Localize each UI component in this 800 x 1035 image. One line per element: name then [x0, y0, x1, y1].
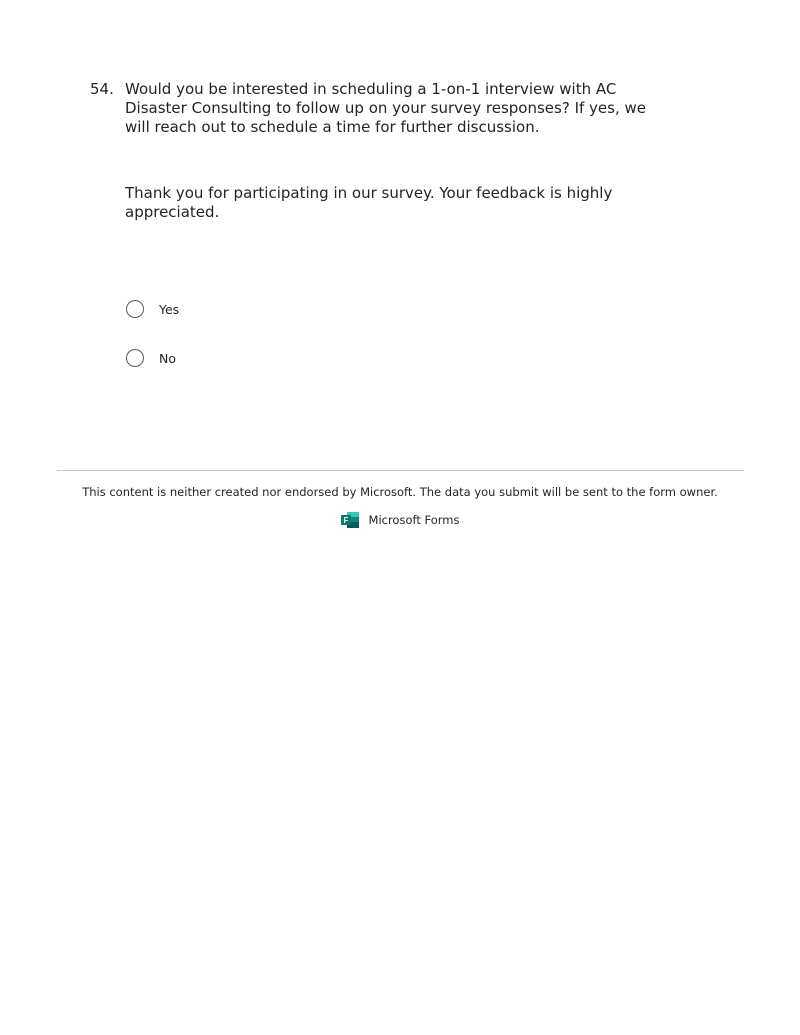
svg-text:F: F	[343, 516, 348, 525]
radio-circle-icon[interactable]	[126, 349, 144, 367]
option-no[interactable]	[126, 347, 179, 369]
question-body	[125, 80, 670, 222]
question-subtitle: Thank you for participating in our survey. Your feedback is highly appreciated.	[125, 184, 613, 221]
footer-divider	[57, 470, 744, 471]
option-label: Yes	[159, 301, 180, 317]
question-number: 54.	[90, 80, 114, 98]
question-block	[90, 80, 670, 222]
brand-name: Microsoft Forms	[368, 513, 460, 527]
microsoft-forms-icon	[341, 512, 359, 528]
question-title: Would you be interested in scheduling a 1-on-1 interview with AC Disaster Consulting to follow up on your survey responses? If yes, we will reach out to schedule a time for further discussion.	[125, 80, 646, 136]
radio-circle-icon[interactable]	[126, 300, 144, 318]
radio-group	[126, 298, 179, 396]
footer-disclaimer: This content is neither created nor endorsed by Microsoft. The data you submit will be sent to the form owner.	[82, 485, 718, 499]
option-label: No	[159, 350, 176, 366]
footer-brand[interactable]	[0, 512, 800, 528]
option-yes[interactable]	[126, 298, 179, 320]
